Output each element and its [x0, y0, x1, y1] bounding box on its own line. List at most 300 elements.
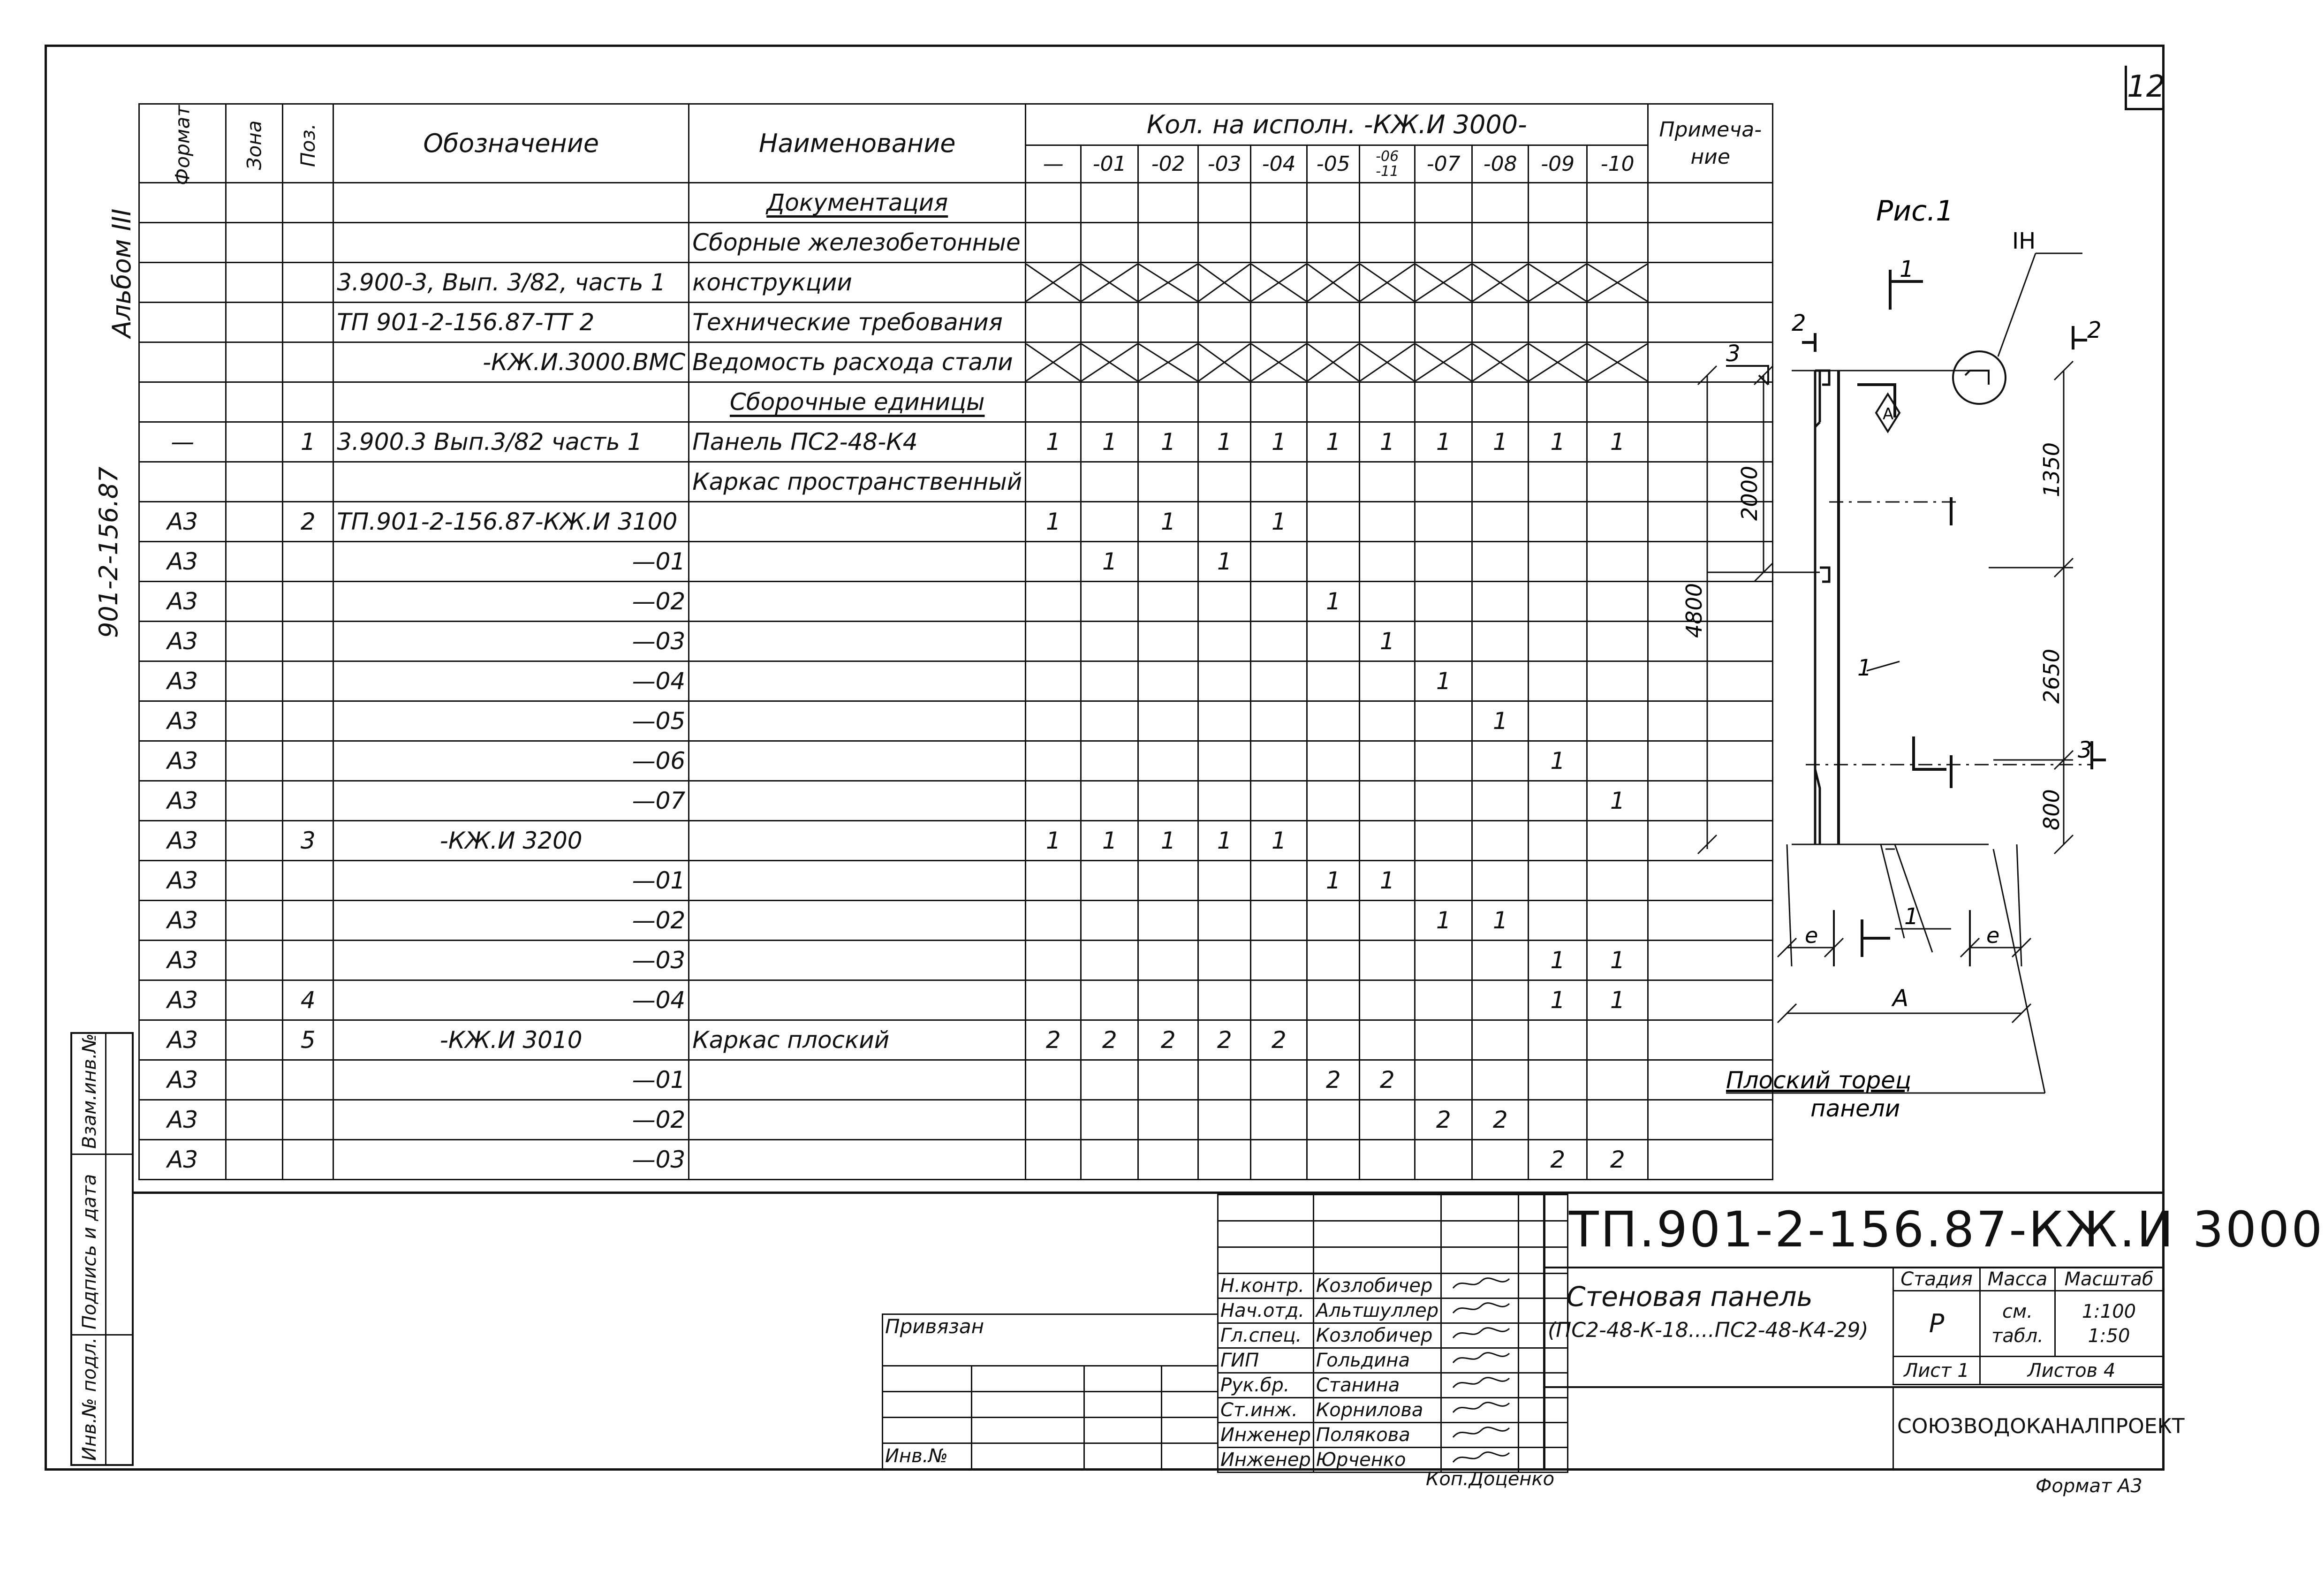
dim-4800: 4800 — [1681, 583, 1707, 638]
date-cell — [1519, 1274, 1568, 1298]
zona-cell — [226, 303, 283, 342]
quantity-cell — [1081, 1060, 1138, 1100]
designation-cell: —05 — [333, 701, 689, 741]
surname-cell: Юрченко — [1313, 1448, 1441, 1473]
poz-cell — [283, 342, 333, 382]
quantity-cell — [1307, 1140, 1360, 1180]
quantity-cell — [1360, 1140, 1415, 1180]
quantity-cell — [1415, 502, 1472, 542]
quantity-cell — [1415, 462, 1472, 502]
quantity-cell — [1026, 183, 1081, 223]
name-text: Панель ПС2-48-К4 — [692, 428, 918, 455]
quantity-cell — [1026, 462, 1081, 502]
privyazan-label: Привязан — [883, 1314, 1218, 1366]
designation-cell: —04 — [333, 661, 689, 701]
caption-line-1: Плоский торец — [1726, 1067, 1911, 1094]
name-text: Сборные железобетонные — [692, 229, 1021, 256]
role-cell: Инженер — [1218, 1448, 1314, 1473]
quantity-cell — [1415, 741, 1472, 781]
quantity-cell — [1472, 661, 1529, 701]
quantity-cell — [1307, 1020, 1360, 1060]
quantity-cell — [1081, 861, 1138, 901]
quantity-cell — [1529, 821, 1587, 861]
quantity-cell — [1081, 582, 1138, 622]
poz-cell — [283, 542, 333, 582]
quantity-cell — [1360, 263, 1415, 303]
quantity-cell: 1 — [1138, 502, 1198, 542]
dim-2650: 2650 — [2039, 648, 2064, 704]
quantity-cell — [1026, 741, 1081, 781]
poz-cell — [283, 183, 333, 223]
signature-row-empty — [1218, 1195, 1568, 1221]
quantity-cell: 2 — [1529, 1140, 1587, 1180]
quantity-cell — [1587, 342, 1648, 382]
quantity-cell — [1587, 901, 1648, 941]
quantity-cell — [1587, 263, 1648, 303]
cross-mark — [1529, 264, 1586, 301]
quantity-cell: 1 — [1251, 821, 1307, 861]
quantity-cell: 2 — [1138, 1020, 1198, 1060]
quantity-cell — [1472, 861, 1529, 901]
quantity-cell — [1360, 502, 1415, 542]
quantity-cell — [1360, 183, 1415, 223]
format-cell: А3 — [139, 502, 226, 542]
quantity-cell — [1081, 661, 1138, 701]
name-cell — [689, 861, 1026, 901]
quantity-cell — [1587, 701, 1648, 741]
quantity-cell — [1198, 183, 1251, 223]
poz-cell — [283, 901, 333, 941]
quantity-cell: 1 — [1415, 422, 1472, 462]
quantity-cell — [1026, 382, 1081, 422]
poz-cell — [283, 263, 333, 303]
format-cell: А3 — [139, 741, 226, 781]
quantity-cell — [1415, 1060, 1472, 1100]
quantity-cell — [1360, 980, 1415, 1020]
quantity-cell — [1198, 901, 1251, 941]
surname-cell: Козлобичер — [1313, 1274, 1441, 1298]
date-cell — [1519, 1373, 1568, 1398]
cross-mark — [1416, 264, 1471, 301]
role-cell: Н.контр. — [1218, 1274, 1314, 1298]
cross-mark — [1251, 344, 1306, 381]
quantity-cell: 1 — [1587, 941, 1648, 980]
poz-cell — [283, 941, 333, 980]
name-cell — [689, 1140, 1026, 1180]
vzam-inv-label: Взам.инв.№ — [79, 1033, 100, 1149]
quantity-cell — [1251, 382, 1307, 422]
name-cell — [689, 980, 1026, 1020]
poz-cell — [283, 303, 333, 342]
quantity-cell: 1 — [1081, 542, 1138, 582]
dim-1350: 1350 — [2039, 442, 2064, 497]
quantity-cell — [1026, 980, 1081, 1020]
name-cell — [689, 382, 1026, 422]
cross-mark — [1473, 344, 1528, 381]
signature-row — [1218, 1423, 1568, 1448]
quantity-cell — [1529, 382, 1587, 422]
quantity-cell — [1587, 582, 1648, 622]
quantity-cell: 1 — [1138, 422, 1198, 462]
table-row — [139, 622, 1773, 661]
quantity-cell — [1472, 1140, 1529, 1180]
quantity-cell — [1081, 462, 1138, 502]
quantity-cell — [1529, 781, 1587, 821]
quantity-cell — [1415, 582, 1472, 622]
designation-cell: —03 — [333, 1140, 689, 1180]
format-cell: А3 — [139, 1060, 226, 1100]
variant-header: -07 — [1415, 145, 1472, 183]
quantity-cell: 1 — [1251, 422, 1307, 462]
poz-cell — [283, 741, 333, 781]
quantity-cell: 1 — [1472, 422, 1529, 462]
date-cell — [1519, 1423, 1568, 1448]
signature-table — [1217, 1194, 1568, 1473]
format-cell — [139, 342, 226, 382]
quantity-cell — [1251, 980, 1307, 1020]
quantity-cell — [1587, 303, 1648, 342]
designation-cell: —01 — [333, 542, 689, 582]
dim-e-left: е — [1805, 923, 1818, 948]
dim-a: А — [1893, 985, 1909, 1012]
designation-cell — [333, 382, 689, 422]
quantity-cell — [1198, 303, 1251, 342]
quantity-cell — [1307, 901, 1360, 941]
quantity-cell — [1415, 342, 1472, 382]
quantity-cell: 1 — [1360, 861, 1415, 901]
role-cell: Гл.спец. — [1218, 1323, 1314, 1348]
quantity-cell — [1251, 861, 1307, 901]
name-cell — [689, 582, 1026, 622]
table-row — [139, 1060, 1773, 1100]
table-row — [139, 861, 1773, 901]
date-cell — [1519, 1348, 1568, 1373]
quantity-cell — [1472, 980, 1529, 1020]
left-stamp — [70, 1032, 134, 1466]
quantity-cell — [1360, 901, 1415, 941]
quantity-cell: 1 — [1307, 422, 1360, 462]
format-cell: А3 — [139, 861, 226, 901]
quantity-cell — [1587, 183, 1648, 223]
quantity-cell — [1307, 821, 1360, 861]
inv-no-label: Инв.№ — [883, 1443, 972, 1469]
quantity-cell — [1081, 502, 1138, 542]
org-divider — [1543, 1386, 2162, 1388]
quantity-cell — [1138, 661, 1198, 701]
quantity-cell — [1081, 183, 1138, 223]
quantity-cell — [1251, 781, 1307, 821]
designation-cell: —07 — [333, 781, 689, 821]
designation-cell: —03 — [333, 941, 689, 980]
dim-800: 800 — [2039, 789, 2064, 830]
table-row — [139, 582, 1773, 622]
quantity-cell — [1415, 542, 1472, 582]
quantity-cell: 2 — [1081, 1020, 1138, 1060]
name-cell — [689, 263, 1026, 303]
quantity-cell — [1529, 342, 1587, 382]
quantity-cell — [1415, 183, 1472, 223]
designation-cell: —03 — [333, 622, 689, 661]
table-row — [139, 382, 1773, 422]
quantity-cell — [1138, 223, 1198, 263]
quantity-cell — [1307, 342, 1360, 382]
quantity-cell: 1 — [1198, 422, 1251, 462]
name-cell — [689, 223, 1026, 263]
designation-cell: 3.900.3 Вып.3/82 часть 1 — [333, 422, 689, 462]
quantity-cell — [1529, 861, 1587, 901]
col-primechanie-header: Примеча-ние — [1648, 104, 1773, 183]
signature-cell — [1441, 1323, 1519, 1348]
section-1-bottom: 1 — [1904, 903, 1919, 930]
quantity-cell — [1415, 701, 1472, 741]
cross-mark — [1139, 344, 1197, 381]
quantity-cell — [1360, 542, 1415, 582]
quantity-cell — [1360, 1020, 1415, 1060]
quantity-cell — [1415, 821, 1472, 861]
quantity-cell — [1138, 741, 1198, 781]
quantity-cell — [1081, 342, 1138, 382]
quantity-cell — [1415, 1140, 1472, 1180]
table-row — [139, 980, 1773, 1020]
quantity-cell — [1360, 661, 1415, 701]
handwritten-signature — [1444, 1349, 1514, 1367]
name-cell — [689, 542, 1026, 582]
name-text: Документация — [766, 189, 948, 216]
table-row — [139, 223, 1773, 263]
table-row — [139, 1020, 1773, 1060]
cross-mark — [1139, 264, 1197, 301]
zona-cell — [226, 263, 283, 303]
zona-cell — [226, 1020, 283, 1060]
cross-mark — [1199, 344, 1250, 381]
quantity-cell — [1360, 582, 1415, 622]
quantity-cell: 1 — [1529, 941, 1587, 980]
quantity-cell: 2 — [1415, 1100, 1472, 1140]
quantity-cell — [1415, 303, 1472, 342]
quantity-cell — [1472, 1020, 1529, 1060]
quantity-cell — [1138, 263, 1198, 303]
handwritten-signature — [1444, 1374, 1514, 1392]
quantity-cell — [1138, 1060, 1198, 1100]
quantity-cell — [1251, 901, 1307, 941]
signature-row — [1218, 1398, 1568, 1423]
poz-cell: 5 — [283, 1020, 333, 1060]
name-text: Сборочные единицы — [729, 388, 985, 416]
quantity-cell — [1529, 223, 1587, 263]
quantity-cell — [1026, 901, 1081, 941]
privyazan-block — [882, 1313, 1219, 1470]
quantity-cell — [1587, 661, 1648, 701]
dim-e-right: е — [1986, 923, 2000, 948]
quantity-cell: 1 — [1307, 861, 1360, 901]
table-row — [139, 941, 1773, 980]
quantity-cell: 1 — [1360, 422, 1415, 462]
list-label: Лист 1 — [1893, 1357, 1980, 1385]
quantity-cell — [1198, 741, 1251, 781]
name-cell — [689, 1100, 1026, 1140]
zona-cell — [226, 821, 283, 861]
designation-cell: —02 — [333, 1100, 689, 1140]
quantity-cell — [1198, 980, 1251, 1020]
quantity-cell — [1138, 462, 1198, 502]
zona-cell — [226, 781, 283, 821]
quantity-cell — [1138, 861, 1198, 901]
quantity-cell — [1587, 382, 1648, 422]
quantity-cell — [1081, 622, 1138, 661]
signature-cell — [1441, 1274, 1519, 1298]
quantity-cell — [1251, 223, 1307, 263]
designation-cell: 3.900-3, Вып. 3/82, часть 1 — [333, 263, 689, 303]
quantity-cell — [1472, 502, 1529, 542]
designation-cell: —02 — [333, 901, 689, 941]
quantity-cell — [1251, 462, 1307, 502]
quantity-cell — [1529, 1020, 1587, 1060]
zona-cell — [226, 1100, 283, 1140]
handwritten-signature — [1444, 1448, 1514, 1467]
format-note: Формат А3 — [2036, 1475, 2142, 1497]
masshtab-value: 1:100 1:50 — [2055, 1291, 2163, 1357]
quantity-cell — [1307, 183, 1360, 223]
quantity-cell — [1415, 1020, 1472, 1060]
quantity-cell — [1026, 542, 1081, 582]
quantity-cell — [1360, 741, 1415, 781]
quantity-cell — [1307, 781, 1360, 821]
name-cell — [689, 342, 1026, 382]
quantity-cell — [1081, 1140, 1138, 1180]
quantity-cell — [1529, 303, 1587, 342]
variant-header: — — [1026, 145, 1081, 183]
zona-cell — [226, 741, 283, 781]
quantity-cell — [1251, 1060, 1307, 1100]
quantity-cell — [1081, 263, 1138, 303]
quantity-cell — [1529, 582, 1587, 622]
table-row — [139, 502, 1773, 542]
quantity-cell — [1251, 1140, 1307, 1180]
massa-header: Масса — [1980, 1268, 2055, 1291]
name-cell — [689, 1060, 1026, 1100]
designation-cell — [333, 183, 689, 223]
quantity-cell — [1529, 701, 1587, 741]
quantity-cell — [1587, 223, 1648, 263]
quantity-cell — [1472, 462, 1529, 502]
zona-cell — [226, 582, 283, 622]
quantity-cell — [1026, 941, 1081, 980]
signature-cell — [1441, 1373, 1519, 1398]
quantity-cell — [1472, 622, 1529, 661]
copy-note: Коп.Доценко — [1426, 1468, 1555, 1490]
surname-cell: Альтшуллер — [1313, 1298, 1441, 1323]
format-cell — [139, 382, 226, 422]
poz-cell — [283, 861, 333, 901]
table-row — [139, 263, 1773, 303]
quantity-cell — [1081, 223, 1138, 263]
poz-cell — [283, 781, 333, 821]
section-1-top: 1 — [1900, 256, 1914, 282]
name-cell — [689, 303, 1026, 342]
poz-cell — [283, 1140, 333, 1180]
poz-cell — [283, 622, 333, 661]
quantity-cell — [1529, 462, 1587, 502]
quantity-cell — [1415, 622, 1472, 661]
quantity-cell — [1081, 901, 1138, 941]
quantity-cell — [1472, 781, 1529, 821]
table-row — [139, 542, 1773, 582]
format-cell: — — [139, 422, 226, 462]
title-line-1: Стеновая панель — [1567, 1281, 1813, 1313]
quantity-cell — [1587, 622, 1648, 661]
quantity-cell: 2 — [1307, 1060, 1360, 1100]
variant-header: -06 -11 — [1360, 145, 1415, 183]
cross-mark — [1082, 344, 1137, 381]
quantity-cell — [1138, 781, 1198, 821]
signature-row — [1218, 1373, 1568, 1398]
quantity-cell — [1081, 303, 1138, 342]
quantity-cell — [1529, 263, 1587, 303]
stage-mass-scale-table — [1893, 1267, 2164, 1385]
signature-cell — [1441, 1348, 1519, 1373]
quantity-cell — [1026, 701, 1081, 741]
quantity-cell — [1415, 382, 1472, 422]
format-cell — [139, 462, 226, 502]
format-cell — [139, 223, 226, 263]
quantity-cell — [1529, 1100, 1587, 1140]
designation-cell: —02 — [333, 582, 689, 622]
quantity-cell — [1472, 303, 1529, 342]
section-2-left: 2 — [1792, 310, 1806, 336]
zona-cell — [226, 462, 283, 502]
role-cell: Ст.инж. — [1218, 1398, 1314, 1423]
quantity-cell — [1198, 861, 1251, 901]
cross-mark — [1308, 344, 1359, 381]
quantity-cell — [1415, 781, 1472, 821]
poz-cell: 3 — [283, 821, 333, 861]
quantity-cell — [1472, 941, 1529, 980]
title-block-top-line — [134, 1192, 2162, 1194]
stadiya-value: Р — [1893, 1291, 1980, 1357]
format-cell — [139, 303, 226, 342]
quantity-cell — [1529, 1060, 1587, 1100]
poz-cell — [283, 223, 333, 263]
poz-cell: 1 — [283, 422, 333, 462]
quantity-cell — [1138, 980, 1198, 1020]
quantity-cell — [1415, 223, 1472, 263]
format-cell: А3 — [139, 622, 226, 661]
name-cell — [689, 941, 1026, 980]
quantity-cell — [1138, 542, 1198, 582]
zona-cell — [226, 542, 283, 582]
handwritten-signature — [1444, 1398, 1514, 1417]
massa-value: см. табл. — [1980, 1291, 2055, 1357]
quantity-cell — [1587, 741, 1648, 781]
quantity-cell — [1360, 223, 1415, 263]
quantity-cell — [1198, 462, 1251, 502]
quantity-cell — [1081, 382, 1138, 422]
quantity-cell: 1 — [1251, 502, 1307, 542]
table-row — [139, 342, 1773, 382]
quantity-cell — [1026, 781, 1081, 821]
page-number: 12 — [2125, 66, 2165, 110]
quantity-cell — [1587, 542, 1648, 582]
surname-cell: Полякова — [1313, 1423, 1441, 1448]
cross-mark — [1529, 344, 1586, 381]
format-cell: А3 — [139, 781, 226, 821]
quantity-cell — [1026, 263, 1081, 303]
section-3-top: 3 — [1726, 341, 1741, 367]
quantity-cell — [1415, 941, 1472, 980]
handwritten-signature — [1444, 1299, 1514, 1318]
quantity-cell — [1026, 1140, 1081, 1180]
quantity-cell — [1198, 701, 1251, 741]
